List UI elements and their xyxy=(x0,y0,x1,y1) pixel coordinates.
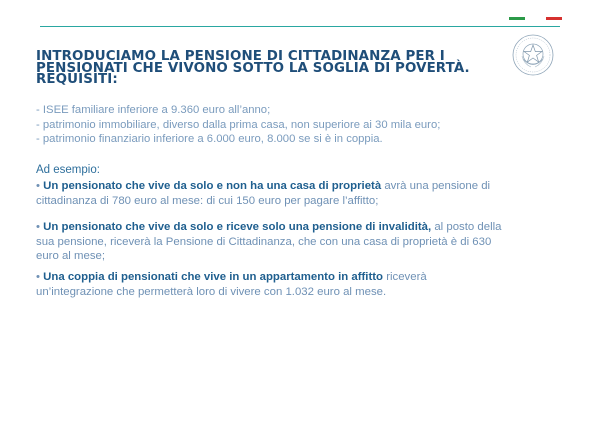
example-line: un’integrazione che permetterà loro di vivere con 1.032 euro al mese. xyxy=(36,285,387,298)
example-line: cittadinanza di 780 euro al mese: di cui 150 euro per pagare l’affitto; xyxy=(36,194,379,207)
title-line: REQUISITI: xyxy=(36,72,118,87)
example-item xyxy=(36,270,571,299)
requirements-list xyxy=(36,103,576,147)
republic-emblem-icon xyxy=(512,34,554,76)
example-highlight: Un pensionato che vive da solo e non ha una casa di proprietà xyxy=(43,180,382,192)
bullet: • xyxy=(36,271,44,283)
header-divider xyxy=(40,26,560,27)
example-line xyxy=(36,270,571,285)
title-line: PENSIONATI CHE VIVONO SOTTO LA SOGLIA DI POVERTÀ. xyxy=(36,60,470,76)
bullet: • xyxy=(36,221,44,233)
requirement-item: - ISEE familiare inferiore a 9.360 euro all’anno; xyxy=(36,104,271,116)
bullet: • xyxy=(36,180,44,192)
example-line: sua pensione, riceverà la Pensione di Cittadinanza, che con una casa di proprietà è di 630 xyxy=(36,235,492,248)
requirement-item: - patrimonio immobiliare, diverso dalla prima casa, non superiore ai 30 mila euro; xyxy=(36,118,441,131)
example-text: al posto della xyxy=(431,221,502,233)
example-line xyxy=(36,220,571,235)
flag-red-mark xyxy=(546,17,562,20)
example-line: euro al mese; xyxy=(36,250,106,263)
examples-heading: Ad esempio: xyxy=(36,164,100,176)
page-title xyxy=(36,51,496,86)
title-line: INTRODUCIAMO LA PENSIONE DI CITTADINANZA PER I xyxy=(36,49,445,64)
example-item xyxy=(36,179,571,208)
example-highlight: Una coppia di pensionati che vive in un appartamento in affitto xyxy=(43,271,384,283)
example-highlight: Un pensionato che vive da solo e riceve solo una pensione di invalidità, xyxy=(43,221,432,233)
example-text: riceverà xyxy=(383,271,427,283)
example-line xyxy=(36,179,571,194)
requirement-item: - patrimonio finanziario inferiore a 6.000 euro, 8.000 se si è in coppia. xyxy=(36,133,383,146)
example-item xyxy=(36,220,571,264)
example-text: avrà una pensione di xyxy=(381,180,491,192)
flag-green-mark xyxy=(509,17,525,20)
